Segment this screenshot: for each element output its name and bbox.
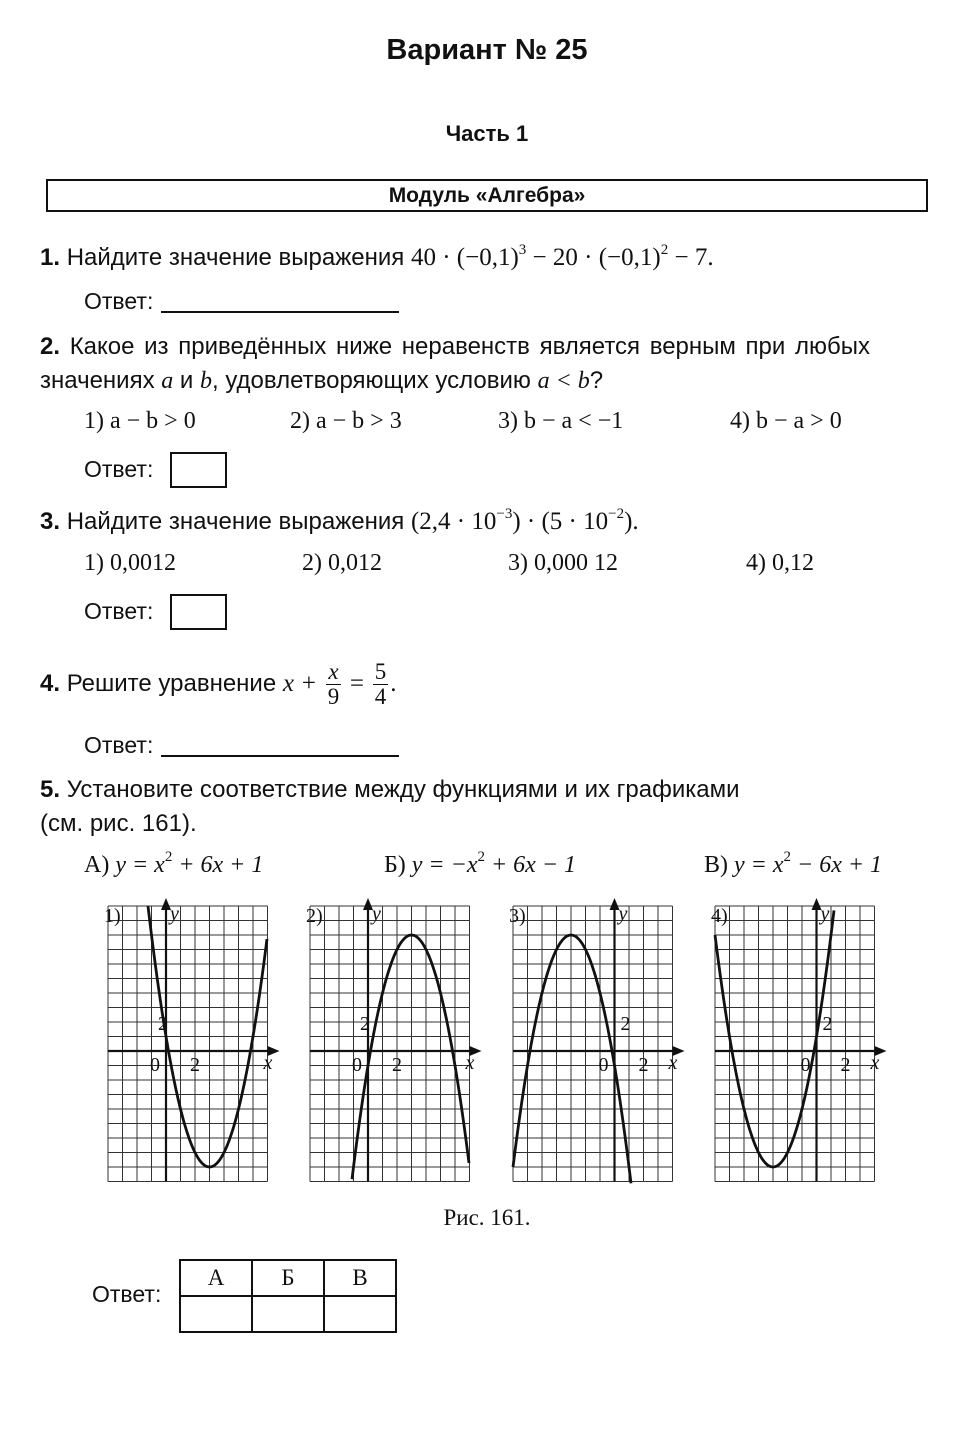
graph-2 bbox=[302, 898, 482, 1188]
function-expr: y = x bbox=[115, 852, 165, 878]
answer-cell-a[interactable] bbox=[180, 1296, 252, 1332]
task-text: , удовлетворяющих условию bbox=[212, 367, 538, 394]
variable: a bbox=[161, 368, 174, 394]
answer-label: Ответ: bbox=[84, 598, 154, 624]
exponent: 2 bbox=[783, 849, 791, 865]
option-3-4: 4) 0,12 bbox=[746, 550, 814, 576]
condition: a < b bbox=[537, 368, 590, 394]
origin-label: 0 bbox=[150, 1054, 160, 1076]
function-c bbox=[704, 849, 883, 879]
graph-label: 1) bbox=[104, 905, 121, 927]
exponent: 2 bbox=[477, 849, 485, 865]
task-text: Найдите значение выражения bbox=[66, 508, 405, 535]
answer-line[interactable] bbox=[161, 733, 399, 757]
task-text: (см. рис. 161). bbox=[40, 810, 197, 837]
graph-label: 4) bbox=[711, 905, 728, 927]
answer-row-4 bbox=[84, 732, 399, 759]
period: . bbox=[390, 669, 397, 697]
y-axis-label: y bbox=[618, 903, 628, 925]
parabola-curve bbox=[513, 935, 631, 1183]
tick-label: 2 bbox=[620, 1013, 631, 1035]
x-axis-label: x bbox=[870, 1052, 880, 1074]
fraction bbox=[373, 660, 389, 709]
task-4 bbox=[40, 660, 396, 709]
x-axis-label: x bbox=[465, 1052, 475, 1074]
answer-box-3[interactable] bbox=[170, 594, 227, 630]
option-3-2: 2) 0,012 bbox=[302, 550, 382, 576]
answer-line[interactable] bbox=[161, 289, 399, 313]
tick-label: 2 bbox=[190, 1054, 200, 1076]
option-2-2: 2) a − b > 3 bbox=[290, 408, 402, 434]
graph-3 bbox=[505, 898, 685, 1188]
option-2-4: 4) b − a > 0 bbox=[730, 408, 842, 434]
task-text: Установите соответствие между функциями и их графиками bbox=[66, 776, 740, 803]
page-title: Вариант № 25 bbox=[386, 34, 588, 66]
task-3 bbox=[40, 505, 639, 539]
expr-part: 40 · (−0,1) bbox=[410, 244, 519, 271]
answer-row-1 bbox=[84, 288, 399, 315]
origin-label: 0 bbox=[598, 1054, 609, 1076]
option-2-3: 3) b − a < −1 bbox=[498, 408, 624, 434]
expr-part: − 7. bbox=[668, 244, 714, 271]
graph-4 bbox=[707, 898, 887, 1188]
denominator: 9 bbox=[327, 684, 340, 709]
answer-table bbox=[179, 1259, 397, 1333]
tick-label: 2 bbox=[822, 1013, 833, 1035]
expr-part: (2,4 · 10 bbox=[410, 508, 497, 535]
option-3-1: 1) 0,0012 bbox=[84, 550, 176, 576]
answer-box-2[interactable] bbox=[170, 452, 227, 488]
tick-label: 2 bbox=[360, 1013, 370, 1035]
variable: b bbox=[200, 368, 213, 394]
task-2 bbox=[40, 330, 940, 398]
graph-label: 2) bbox=[306, 905, 323, 927]
denominator: 4 bbox=[374, 684, 387, 709]
exponent: −3 bbox=[496, 506, 513, 522]
x-axis-label: x bbox=[668, 1052, 678, 1074]
function-label: А) bbox=[84, 852, 110, 878]
x-axis-label: x bbox=[263, 1052, 273, 1074]
expr-part: ) · (5 · 10 bbox=[512, 508, 609, 535]
expression bbox=[411, 244, 714, 271]
function-expr: + 6x − 1 bbox=[484, 852, 577, 878]
option-3-3: 3) 0,000 12 bbox=[508, 550, 618, 576]
equation-lhs: x + bbox=[282, 669, 318, 697]
option-2-1: 1) a − b > 0 bbox=[84, 408, 196, 434]
fraction bbox=[326, 660, 342, 709]
equals-sign: = bbox=[349, 669, 365, 697]
answer-label: Ответ: bbox=[92, 1281, 162, 1307]
numerator: 5 bbox=[374, 659, 387, 684]
figure-caption: Рис. 161. bbox=[443, 1205, 531, 1230]
task-number: 1. bbox=[40, 244, 61, 271]
table-header-c: В bbox=[324, 1260, 396, 1296]
function-expr: + 6x + 1 bbox=[172, 852, 264, 878]
exponent: 2 bbox=[660, 242, 669, 258]
answer-label: Ответ: bbox=[84, 288, 154, 314]
task-number: 3. bbox=[40, 508, 61, 535]
tick-label: 2 bbox=[638, 1054, 649, 1076]
answer-cell-b[interactable] bbox=[252, 1296, 324, 1332]
answer-label: Ответ: bbox=[84, 732, 154, 758]
exponent: 2 bbox=[164, 849, 173, 865]
tick-label: 2 bbox=[158, 1013, 168, 1035]
task-5 bbox=[40, 773, 740, 841]
graph-label: 3) bbox=[509, 905, 526, 927]
table-header-a: А bbox=[180, 1260, 252, 1296]
function-expr: y = x bbox=[734, 852, 784, 878]
y-axis-label: y bbox=[372, 903, 381, 925]
origin-label: 0 bbox=[800, 1054, 811, 1076]
tick-label: 2 bbox=[392, 1054, 402, 1076]
graph-1 bbox=[100, 898, 280, 1188]
task-text: и bbox=[173, 367, 201, 394]
numerator: x bbox=[326, 660, 342, 685]
expr-part: − 20 · (−0,1) bbox=[526, 244, 661, 271]
exponent: −2 bbox=[608, 506, 625, 522]
task-1 bbox=[40, 241, 714, 275]
answer-cell-c[interactable] bbox=[324, 1296, 396, 1332]
task-text: ? bbox=[589, 367, 604, 394]
task-text: Найдите значение выражения bbox=[66, 244, 405, 271]
expression bbox=[411, 508, 639, 535]
answer-label: Ответ: bbox=[84, 456, 154, 482]
function-label: Б) bbox=[384, 852, 406, 878]
function-expr: y = −x bbox=[411, 852, 478, 878]
table-header-b: Б bbox=[252, 1260, 324, 1296]
function-a bbox=[84, 849, 264, 879]
y-axis-label: y bbox=[170, 903, 179, 925]
exponent: 3 bbox=[518, 242, 527, 258]
function-label: В) bbox=[704, 852, 728, 878]
task-text: Решите уравнение bbox=[66, 669, 277, 697]
module-heading: Модуль «Алгебра» bbox=[46, 179, 928, 212]
part-heading: Часть 1 bbox=[445, 121, 529, 146]
task-number: 2. bbox=[40, 333, 61, 360]
y-axis-label: y bbox=[820, 903, 830, 925]
function-b bbox=[384, 849, 577, 879]
task-text: значениях bbox=[40, 367, 162, 394]
task-number: 4. bbox=[40, 669, 61, 697]
expr-part: ). bbox=[624, 508, 639, 535]
parabola-curve bbox=[352, 935, 469, 1179]
task-text: Какое из приведённых ниже неравенств является верным при любых bbox=[69, 333, 870, 360]
origin-label: 0 bbox=[352, 1054, 362, 1076]
task-number: 5. bbox=[40, 776, 61, 803]
function-expr: − 6x + 1 bbox=[791, 852, 883, 878]
tick-label: 2 bbox=[840, 1054, 851, 1076]
